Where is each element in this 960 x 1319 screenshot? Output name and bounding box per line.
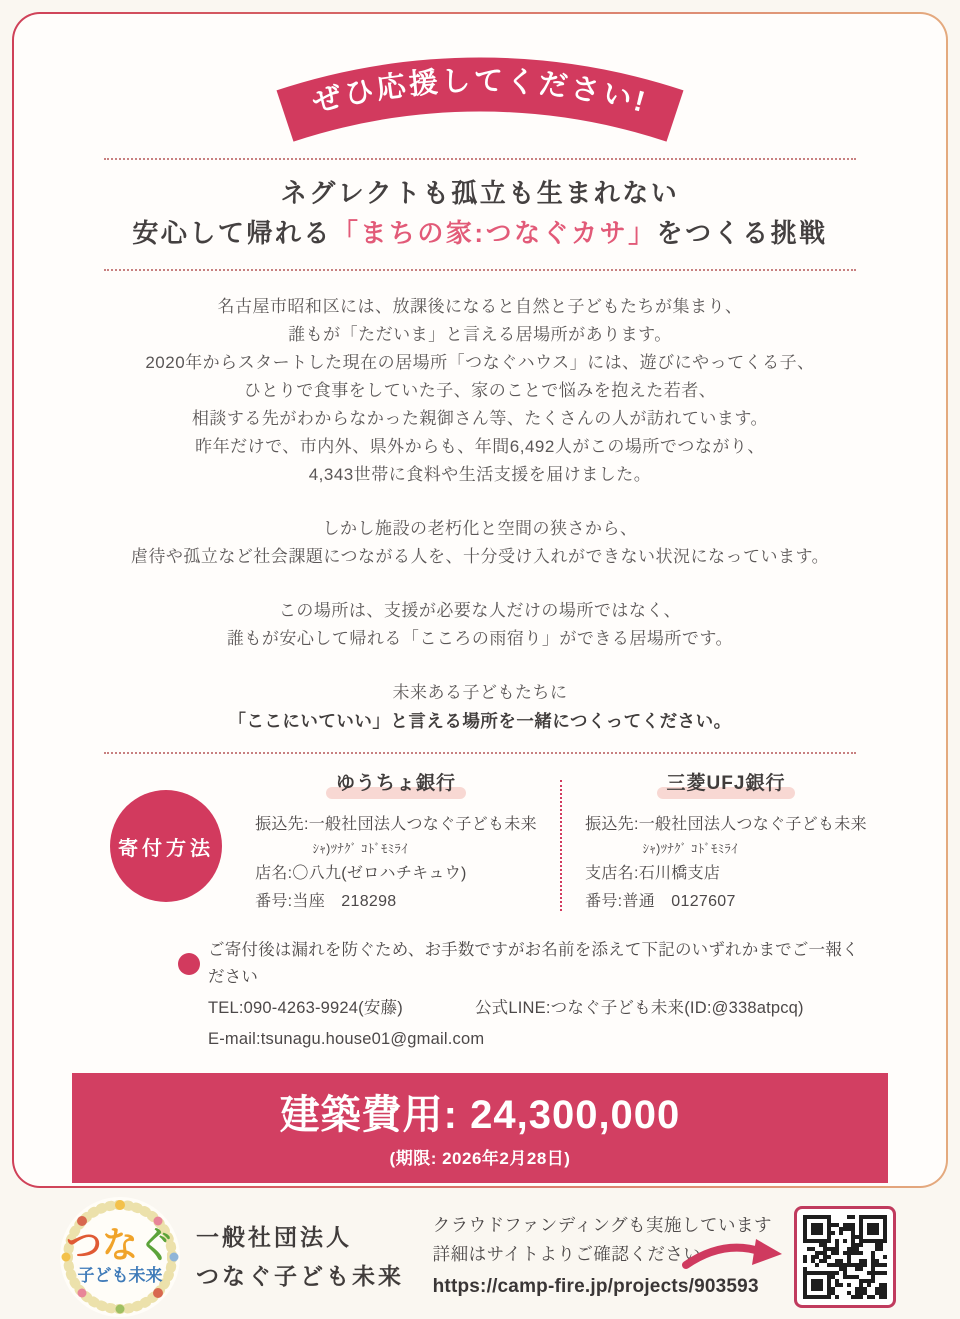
notice-line-1 [178,937,866,990]
section-divider [104,752,856,754]
bank-yucho-name: ゆうちょ銀行 [336,768,456,795]
donation-section [110,766,890,915]
p2-line1: しかし施設の老朽化と空間の狭さから、 [322,518,638,538]
p4-line2: 「ここにいていい」と言える場所を一緒につくってください。 [228,711,732,732]
notice-line-official: 公式LINE:つなぐ子ども未来(ID:@338atpcq) [474,999,804,1018]
paragraph-2 [14,515,946,571]
donation-method-badge: 寄付方法 [110,790,222,902]
p1-line5: 相談する先がわからなかった親御さん等、たくさんの人が訪れています。 [191,408,769,428]
project-url-link[interactable]: https://camp-fire.jp/projects/903593 [432,1276,759,1298]
bank-columns [232,766,890,915]
notice-text: ご寄付後は漏れを防ぐため、お手数ですがお名前を添えて下記のいずれかまでご一報ください [208,941,859,986]
p1-line3: 2020年からスタートした現在の居場所「つなぐハウス」には、遊びにやってくる子、 [145,352,815,372]
title-line-1: ネグレクトも孤立も生まれない [280,178,680,208]
bank-yucho-account: 番号:当座 218298 [255,892,397,910]
bank-yucho-branch: 店名:〇八九(ゼロハチキュウ) [255,865,467,883]
svg-text:つなぐ [66,1224,174,1265]
crowdfunding-line-1: クラウドファンディングも実施しています [432,1215,772,1236]
p1-line4: ひとりで食事をしていた子、家のことで悩みを抱えた若者、 [243,380,717,400]
cost-banner [72,1073,888,1183]
bank-mufg-details [585,811,867,915]
ribbon-banner [14,26,946,148]
org-line-2: つなぐ子ども未来 [196,1262,404,1289]
title-line-2 [104,213,856,253]
ribbon-text: ぜひ応援してください! [309,65,651,120]
p1-line2: 誰もが「ただいま」と言える居場所があります。 [288,324,672,344]
bank-mufg-kana: ｼｬ)ﾂﾅｸﾞ ｺﾄﾞﾓﾐﾗｲ [642,841,738,856]
qr-code [794,1206,896,1308]
paragraph-3 [14,597,946,653]
notice-tel: TEL:090-4263-9924(安藤) [208,999,403,1018]
notice-section [178,937,866,1053]
p4-line1: 未来ある子どもたちに [392,683,568,703]
crowdfunding-line-2: 詳細はサイトよりご確認ください [432,1244,702,1265]
p1-line6: 昨年だけで、市内外、県外からも、年間6,492人がこの場所でつながり、 [195,436,765,456]
crowdfunding-block [433,1211,772,1302]
poster-frame [12,12,948,1298]
bank-mufg [562,766,890,915]
cost-amount: 建築費用: 24,300,000 [279,1092,681,1137]
bullet-dot-icon [178,953,200,975]
notice-line-2 [178,995,866,1021]
p2-line2: 虐待や孤立など社会課題につながる人を、十分受け入れができない状況になっています。 [130,546,830,566]
body-text [14,293,946,737]
bank-mufg-account: 番号:普通 0127607 [585,892,736,910]
title-line2-suffix: をつくる挑戦 [656,218,828,249]
bank-mufg-transfer-to: 振込先:一般社団法人つなぐ子ども未来 [585,816,867,834]
title-line2-prefix: 安心して帰れる [132,218,332,249]
logo-char-1: つ [65,1223,102,1265]
organization-name [196,1218,404,1296]
poster-card [14,14,946,1298]
organization-logo [58,1195,182,1319]
arrow-icon [682,1237,786,1273]
footer [58,1195,896,1319]
logo-subtext: 子ども未来 [77,1265,163,1285]
bank-mufg-name: 三菱UFJ銀行 [667,768,786,795]
bank-yucho-transfer-to: 振込先:一般社団法人つなぐ子ども未来 [255,816,537,834]
notice-email: E-mail:tsunagu.house01@gmail.com [208,1030,485,1049]
p3-line1: この場所は、支援が必要な人だけの場所ではなく、 [278,601,682,621]
ribbon-arc [245,26,715,148]
p3-line2: 誰もが安心して帰れる「こころの雨宿り」ができる居場所です。 [226,629,734,649]
paragraph-4 [14,679,946,736]
logo-char-2: な [101,1223,139,1265]
logo-char-3: ぐ [138,1223,175,1265]
org-line-1: 一般社団法人 [196,1223,352,1250]
title-line2-highlight: 「まちの家:つなぐカサ」 [331,218,657,249]
bank-yucho-details [255,811,537,915]
notice-line-3 [178,1026,866,1052]
paragraph-1 [14,293,946,489]
title-block [104,158,856,271]
bank-yucho-kana: ｼｬ)ﾂﾅｸﾞ ｺﾄﾞﾓﾐﾗｲ [312,841,408,856]
cost-deadline: (期限: 2026年2月28日) [389,1148,571,1168]
p1-line1: 名古屋市昭和区には、放課後になると自然と子どもたちが集まり、 [217,296,743,316]
bank-mufg-branch: 支店名:石川橋支店 [585,865,721,883]
p1-line7: 4,343世帯に食料や生活支援を届けました。 [308,464,652,484]
bank-yucho [232,766,560,915]
